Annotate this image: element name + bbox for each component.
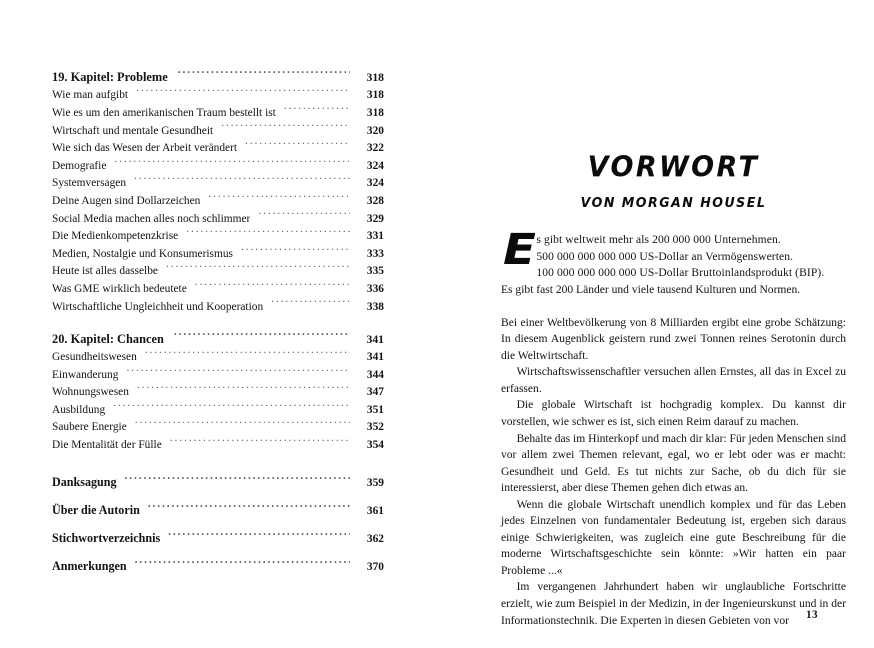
opening-line-3: 100 000 000 000 000 US-Dollar Bruttoinlandsprodukt (BIP). (536, 267, 825, 280)
toc-leader-dots (174, 330, 350, 342)
toc-entry-label: Einwanderung (52, 368, 119, 381)
toc-entry-page-number: 333 (366, 247, 384, 260)
toc-entry[interactable] (52, 402, 384, 420)
foreword (501, 0, 846, 648)
toc-entry-page-number: 318 (366, 89, 384, 102)
toc-entry-page-number: 331 (366, 230, 384, 243)
toc-entry[interactable] (52, 157, 384, 175)
page-number: 13 (806, 609, 818, 621)
toc-entry[interactable] (52, 330, 384, 349)
toc-entry-page-number: 344 (366, 368, 384, 381)
toc-entry-page-number: 329 (366, 212, 384, 225)
toc-leader-dots (245, 140, 350, 151)
toc-entry[interactable] (52, 105, 384, 123)
toc-leader-dots (136, 87, 350, 98)
toc-entry-label: Anmerkungen (52, 559, 127, 574)
toc-entry-label: Social Media machen alles noch schlimmer (52, 212, 251, 225)
toc-entry[interactable] (52, 419, 384, 437)
toc-entry-page-number: 336 (366, 282, 384, 295)
toc-leader-dots (168, 530, 350, 542)
foreword-subtitle: VON MORGAN HOUSEL (580, 194, 767, 211)
toc-entry-label: Wohnungswesen (52, 386, 129, 399)
toc-entry-page-number: 347 (366, 386, 384, 399)
table-of-contents (52, 68, 384, 576)
foreword-paragraph-5: Wenn die globale Wirtschaft unendlich komplex und für das Leben jedes Einzelnen von fundamentaler Bedeutung ist, ergeben sich daraus einige Schwierigkeiten, was zugleich eine gute Beschreibung für die moderne Wirtschaftsgeschichte sein könnte: »Wir hatten ein paar Probleme ...« (501, 498, 846, 577)
toc-entry-page-number: 361 (366, 505, 384, 518)
toc-entry-page-number: 324 (366, 177, 384, 190)
toc-leader-dots (178, 69, 350, 81)
toc-leader-dots (284, 105, 350, 116)
toc-entry-label: Was GME wirklich bedeutete (52, 282, 187, 295)
toc-entry[interactable] (52, 473, 384, 492)
toc-entry[interactable] (52, 68, 384, 87)
opening-line-4: Es gibt fast 200 Länder und viele tausend Kulturen und Normen. (501, 283, 801, 296)
toc-entry-page-number: 354 (366, 439, 384, 452)
toc-leader-dots (125, 474, 350, 486)
toc-leader-dots (241, 245, 350, 256)
toc-entry-page-number: 322 (366, 142, 384, 155)
toc-entry-label: Demografie (52, 159, 107, 172)
opening-line-2: 500 000 000 000 000 US-Dollar an Vermögenswerten. (536, 250, 794, 263)
foreword-paragraph-3: Die globale Wirtschaft ist hochgradig komplex. Du kannst dir vorstellen, wie schwer es ist, sich einen Reim darauf zu machen. (501, 399, 846, 429)
toc-leader-dots (134, 175, 350, 186)
toc-leader-dots (135, 419, 350, 430)
toc-leader-dots (114, 157, 350, 168)
toc-leader-dots (113, 402, 350, 413)
toc-leader-dots (135, 558, 350, 570)
toc-entry[interactable] (52, 384, 384, 402)
toc-entry[interactable] (52, 175, 384, 193)
foreword-paragraph-6: Im vergangenen Jahrhundert haben wir unglaubliche Fortschritte erzielt, wie zum Beispiel in der Medizin, in der Ingenieurskunst und in der Informationstechnik. Die Experten in diesen Gebieten von vor (501, 581, 846, 627)
toc-entry[interactable] (52, 557, 384, 576)
toc-entry-page-number: 352 (366, 421, 384, 434)
toc-leader-dots (271, 298, 350, 309)
right-page (437, 0, 874, 648)
toc-entry-label: Die Mentalität der Fülle (52, 439, 162, 452)
toc-entry[interactable] (52, 298, 384, 316)
opening-block (501, 225, 846, 298)
toc-entry[interactable] (52, 140, 384, 158)
toc-entry-page-number: 341 (366, 332, 384, 346)
toc-entry-page-number: 370 (366, 561, 384, 574)
toc-leader-dots (186, 228, 350, 239)
toc-leader-dots (166, 263, 350, 274)
toc-entry[interactable] (52, 245, 384, 263)
toc-entry[interactable] (52, 193, 384, 211)
toc-leader-dots (170, 437, 350, 448)
foreword-paragraph-1: Bei einer Weltbevölkerung von 8 Milliarden ergibt eine grobe Schätzung: In diesem Augenblick geistern rund zwei Tonnen reines Serotonin durch die Weltwirtschaft. (501, 316, 846, 362)
toc-leader-dots (258, 210, 350, 221)
toc-entry-label: Wirtschaft und mentale Gesundheit (52, 124, 214, 137)
toc-leader-dots (208, 193, 350, 204)
toc-entry-label: Stichwortverzeichnis (52, 531, 161, 546)
toc-entry-label: 20. Kapitel: Chancen (52, 331, 164, 346)
toc-entry[interactable] (52, 437, 384, 455)
opening-line-1: s gibt weltweit mehr als 200 000 000 Unternehmen. (536, 234, 781, 246)
toc-entry-label: Deine Augen sind Dollarzeichen (52, 194, 201, 207)
toc-group-chapter-block (52, 330, 384, 455)
toc-entry[interactable] (52, 501, 384, 520)
paragraph-gap (501, 298, 846, 315)
foreword-title: VORWORT (587, 151, 760, 184)
toc-leader-dots (126, 366, 350, 377)
toc-entry[interactable] (52, 87, 384, 105)
toc-group-back-matter (52, 473, 384, 576)
foreword-paragraph-4: Behalte das im Hinterkopf und mach dir klar: Für jeden Menschen sind vor allem zwei Themen relevant, egal, wo er lebt oder was er macht: Gesundheit und Geld. Es tut nichts zur Sache, ob du dich für sie interessierst, aber diese Themen gehen dich etwas an. (501, 432, 846, 495)
toc-leader-dots (195, 281, 350, 292)
toc-entry-page-number: 318 (366, 106, 384, 119)
toc-entry-label: Gesundheitswesen (52, 351, 137, 364)
toc-entry[interactable] (52, 281, 384, 299)
toc-entry-label: Heute ist alles dasselbe (52, 265, 158, 278)
toc-entry-label: Danksagung (52, 475, 117, 490)
toc-entry-page-number: 359 (366, 477, 384, 490)
toc-entry-page-number: 362 (366, 533, 384, 546)
toc-entry-label: Wie man aufgibt (52, 89, 129, 102)
toc-entry[interactable] (52, 366, 384, 384)
toc-entry-label: Saubere Energie (52, 421, 127, 434)
toc-entry-label: Wie sich das Wesen der Arbeit verändert (52, 142, 238, 155)
toc-entry-page-number: 341 (366, 351, 384, 364)
toc-group-chapter-block (52, 68, 384, 316)
toc-entry[interactable] (52, 529, 384, 548)
toc-entry-label: Medien, Nostalgie und Konsumerismus (52, 247, 233, 260)
toc-leader-dots (221, 122, 350, 133)
toc-entry-page-number: 328 (366, 194, 384, 207)
toc-entry-label: Die Medienkompetenzkrise (52, 230, 179, 243)
foreword-body (501, 225, 846, 629)
toc-entry-label: Wie es um den amerikanischen Traum bestellt ist (52, 106, 276, 119)
toc-entry-page-number: 338 (366, 300, 384, 313)
toc-entry[interactable] (52, 122, 384, 140)
toc-entry-page-number: 335 (366, 265, 384, 278)
toc-leader-dots (148, 502, 350, 514)
toc-entry[interactable] (52, 349, 384, 367)
toc-entry[interactable] (52, 263, 384, 281)
foreword-paragraph-2: Wirtschaftswissenschaftler versuchen allen Ernstes, all das in Excel zu erfassen. (501, 366, 846, 395)
toc-entry-label: Ausbildung (52, 403, 106, 416)
toc-entry[interactable] (52, 210, 384, 228)
toc-entry-label: Über die Autorin (52, 503, 140, 518)
toc-entry-label: 19. Kapitel: Probleme (52, 70, 168, 84)
toc-entry-page-number: 351 (366, 403, 384, 416)
toc-entry-page-number: 318 (366, 71, 384, 84)
toc-entry[interactable] (52, 228, 384, 246)
toc-entry-page-number: 320 (366, 124, 384, 137)
toc-leader-dots (137, 384, 350, 395)
toc-entry-label: Systemversagen (52, 177, 127, 190)
toc-leader-dots (145, 349, 350, 360)
toc-entry-label: Wirtschaftliche Ungleichheit und Kooperation (52, 300, 264, 313)
drop-cap: E (503, 225, 536, 275)
toc-entry-page-number: 324 (366, 159, 384, 172)
